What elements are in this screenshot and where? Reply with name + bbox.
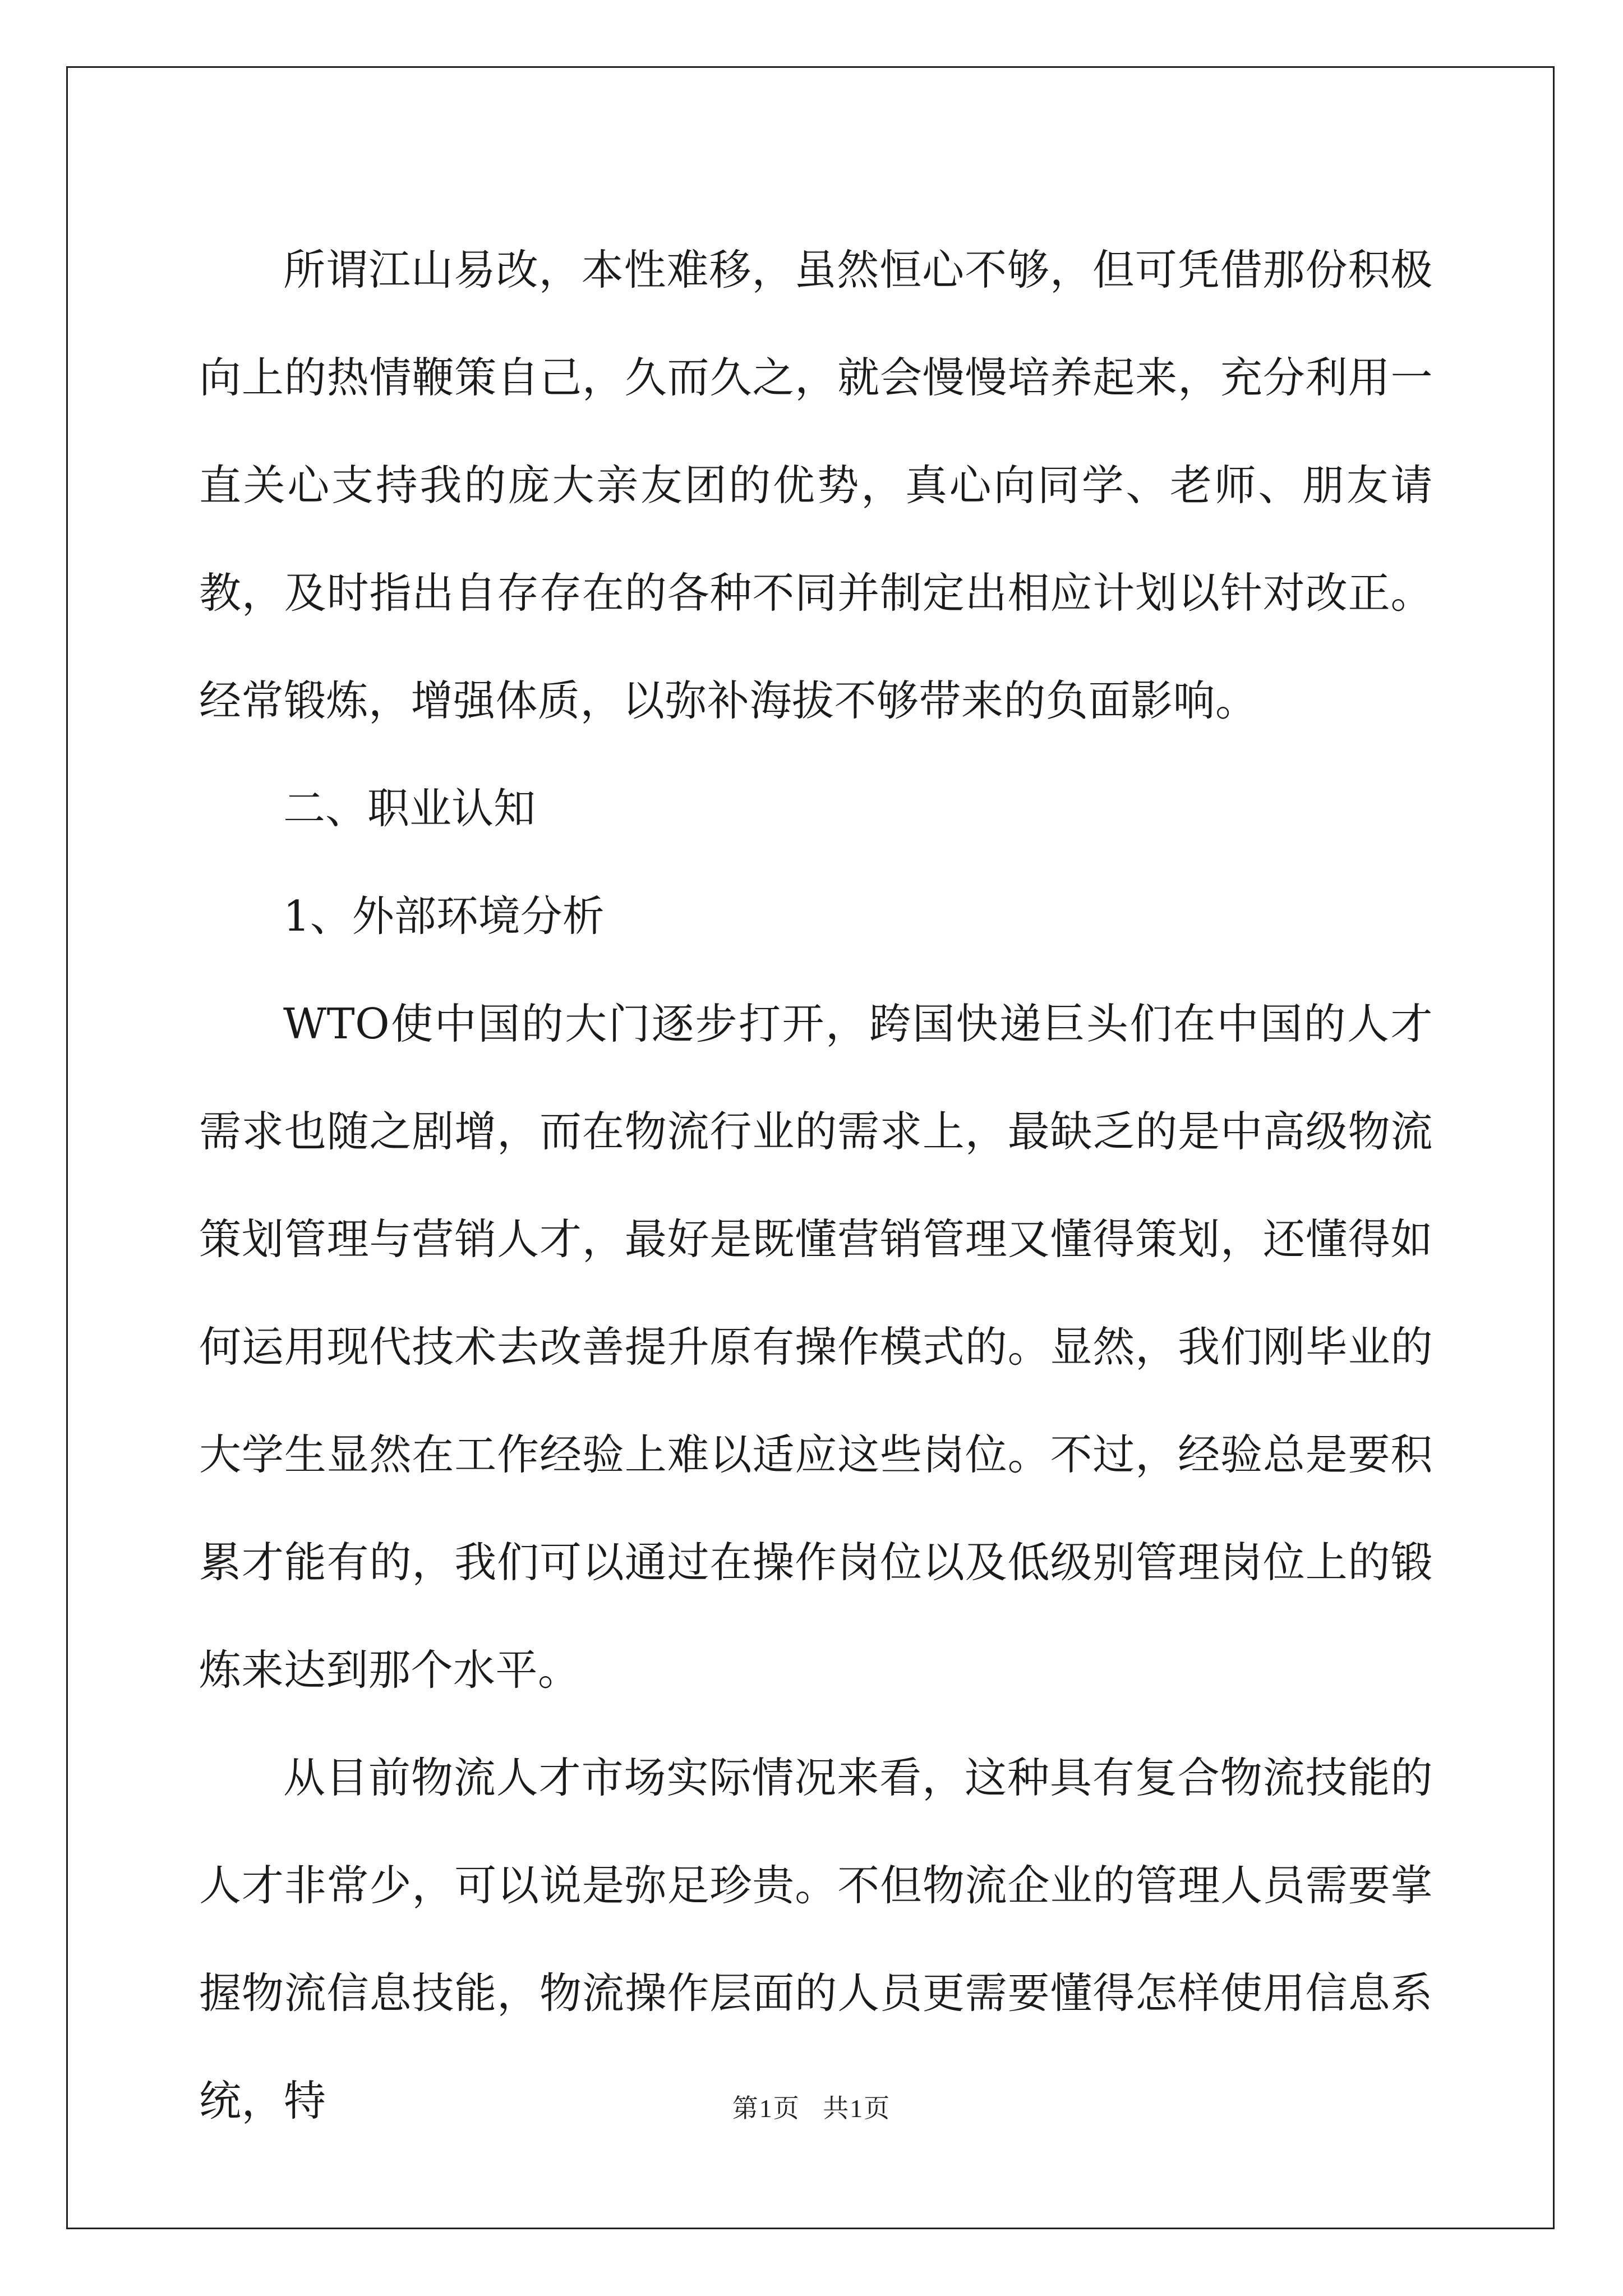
paragraph-wto-logistics-demand: WTO使中国的大门逐步打开，跨国快递巨头们在中国的人才需求也随之剧增，而在物流行业的需求上，最缺乏的是中高级物流策划管理与营销人才，最好是既懂营销管理又懂得策划，还懂得如何运用现代技术去改善提升原有操作模式的。显然，我们刚毕业的大学生显然在工作经验上难以适应这些岗位。不过，经验总是要积累才能有的，我们可以通过在操作岗位以及低级别管理岗位上的锻炼来达到那个水平。 xyxy=(199,999,1433,1695)
page-footer xyxy=(0,2088,1623,2125)
subsection-heading-external-environment: 1、外部环境分析 xyxy=(283,891,605,941)
paragraph-personal-improvement: 所谓江山易改，本性难移，虽然恒心不够，但可凭借那份积极向上的热情鞭策自己，久而久之，就会慢慢培养起来，充分利用一直关心支持我的庞大亲友团的优势，真心向同学、老师、朋友请教，及时指出自存存在的各种不同并制定出相应计划以针对改正。经常锻炼，增强体质，以弥补海拔不够带来的负面影响。 xyxy=(199,245,1433,725)
section-heading-career-cognition: 二、职业认知 xyxy=(283,784,536,833)
page-total: 共1页 xyxy=(823,2094,891,2123)
page-number: 第1页 xyxy=(732,2094,800,2123)
document-body xyxy=(199,216,1433,2155)
paragraph-logistics-talent-market: 从目前物流人才市场实际情况来看，这种具有复合物流技能的人才非常少，可以说是弥足珍贵。不但物流企业的管理人员需要掌握物流信息技能，物流操作层面的人员更需要懂得怎样使用信息系统，特 xyxy=(199,1753,1433,2125)
